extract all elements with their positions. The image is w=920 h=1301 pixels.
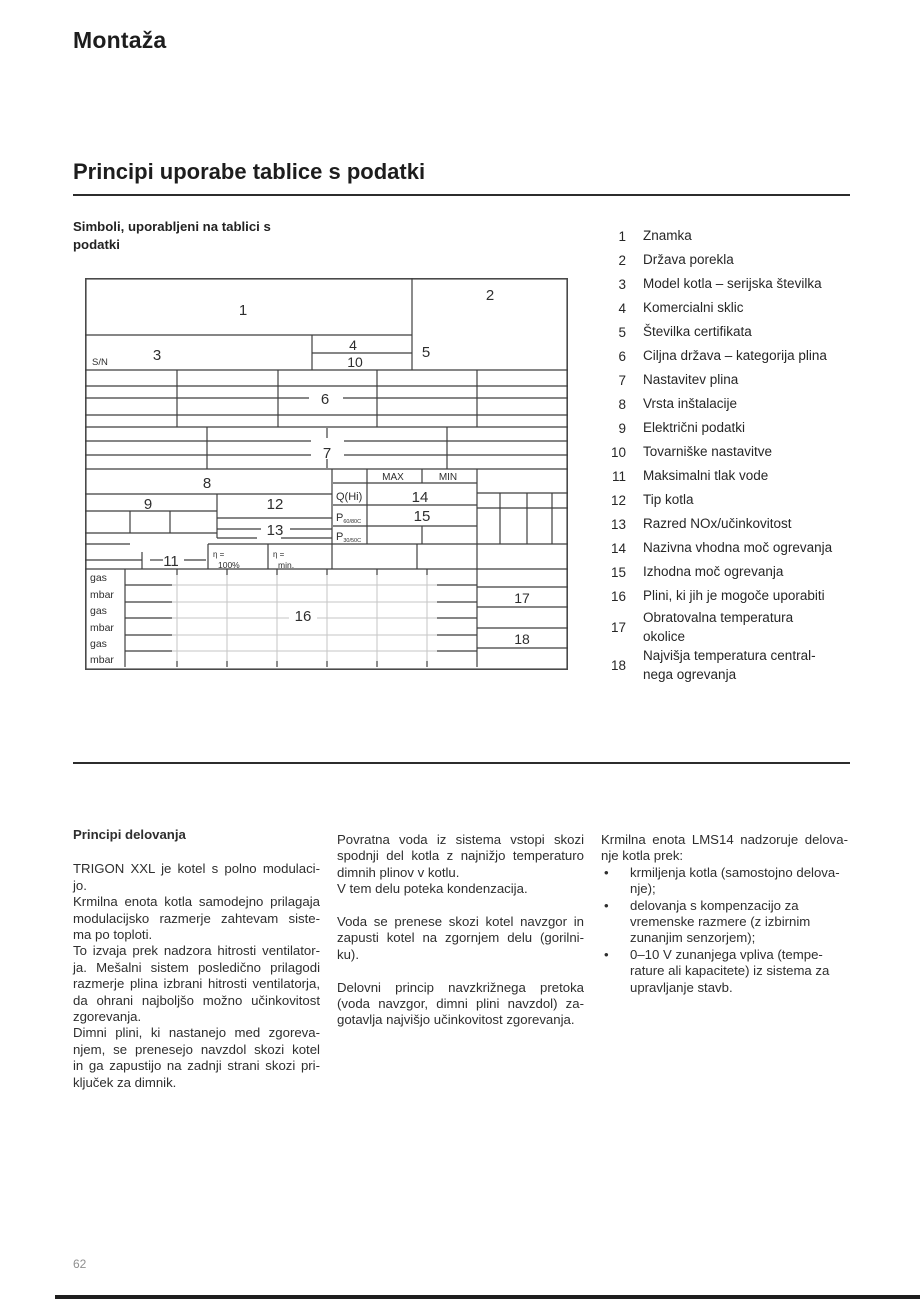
text-line: jo. — [73, 877, 87, 893]
plate-label-7: 7 — [322, 445, 332, 462]
legend-number: 15 — [610, 564, 626, 580]
mbar-row-label: mbar — [90, 589, 114, 601]
plate-labels — [90, 287, 530, 666]
plate-label-5: 5 — [421, 344, 431, 361]
legend-number: 13 — [610, 516, 626, 532]
p6080-subscript: 60/80C — [343, 519, 362, 525]
legend-item — [600, 248, 900, 272]
bullet-item — [601, 865, 848, 898]
paragraph — [337, 832, 584, 881]
plate-label-18: 18 — [514, 631, 530, 647]
text-line: rature ali kapacitete) iz sistema za — [630, 963, 830, 979]
legend-item — [600, 224, 900, 248]
text-line: V tem delu poteka kondenzacija. — [337, 881, 528, 897]
legend-item — [600, 416, 900, 440]
text-line: (voda navzgor, dimni plini navzdol) za- — [337, 996, 584, 1012]
column-middle-text — [337, 827, 584, 1029]
legend-item — [600, 536, 900, 560]
text-line: spodnji del kotla z najnižjo temperaturo — [337, 848, 584, 864]
legend-number: 9 — [618, 420, 626, 436]
plate-label-8: 8 — [202, 475, 212, 492]
plate-label-4: 4 — [349, 337, 357, 353]
text-line: dimnih plinov v kotlu. — [337, 864, 460, 880]
text-line: krmiljenja kotla (samostojno delova- — [630, 864, 840, 880]
text-line: nje kotla prek: — [601, 848, 684, 864]
eta-min-value: min. — [278, 560, 295, 570]
mbar-row-label: mbar — [90, 622, 114, 634]
legend-item — [600, 368, 900, 392]
paragraph — [73, 943, 320, 1025]
paragraph — [73, 1025, 320, 1091]
legend-item — [600, 344, 900, 368]
text-line: zgorevanja. — [73, 1009, 142, 1025]
bullet-item — [601, 947, 848, 996]
legend-item — [600, 392, 900, 416]
legend-number: 12 — [610, 492, 626, 508]
eta-min-symbol: η = — [273, 550, 285, 559]
plate-label-15: 15 — [413, 508, 431, 525]
legend-label: Plini, ki jih je mogoče uporabiti — [643, 588, 825, 603]
text-line: delovanja s kompenzacijo za — [630, 897, 799, 913]
plate-label-13: 13 — [266, 522, 284, 539]
plate-label-3: 3 — [152, 347, 162, 364]
text-line: Dimni plini, ki nastanejo med zgoreva- — [73, 1025, 320, 1041]
legend-label: Nazivna vhodna moč ogrevanja — [643, 540, 833, 555]
plate-label-17: 17 — [514, 590, 530, 606]
legend-item — [600, 296, 900, 320]
legend-number: 5 — [618, 324, 626, 340]
text-line: ku). — [337, 946, 359, 962]
legend-label: Obratovalna temperatura okolice — [643, 610, 794, 644]
plate-label-16: 16 — [294, 608, 312, 625]
text-line: da ohrani najboljšo možno učinkovitost — [73, 992, 320, 1008]
legend-item — [600, 512, 900, 536]
legend-label: Država porekla — [643, 252, 734, 267]
legend-item — [600, 608, 900, 646]
plate-label-14: 14 — [411, 489, 429, 506]
eta-100-symbol: η = — [213, 550, 225, 559]
plate-label-11: 11 — [163, 553, 179, 570]
p-symbol: P — [336, 531, 344, 543]
bullet-marker: • — [604, 864, 609, 880]
text-line: Povratna voda iz sistema vstopi skozi — [337, 832, 584, 847]
legend-number: 14 — [610, 540, 626, 556]
text-line: ključek za dimnik. — [73, 1074, 177, 1090]
column-lms14-text — [601, 827, 848, 996]
legend-label: Razred NOx/učinkovitost — [643, 516, 792, 531]
gas-row-label: gas — [90, 572, 107, 584]
legend-number: 17 — [610, 619, 626, 635]
legend-label: Najvišja temperatura central- nega ogrevanja — [643, 648, 816, 682]
paragraph — [73, 861, 320, 894]
paragraph — [73, 894, 320, 943]
plate-label-max: MAX — [382, 472, 404, 483]
p3050-subscript: 30/50C — [343, 538, 362, 544]
paragraph — [337, 881, 584, 897]
legend-number: 11 — [611, 468, 626, 484]
paragraph — [601, 832, 848, 865]
legend-label: Maksimalni tlak vode — [643, 468, 769, 483]
column-heading: Principi delovanja — [73, 827, 186, 842]
text-line: 0–10 V zunanjega vpliva (tempe- — [630, 946, 823, 962]
legend-label: Nastavitev plina — [643, 372, 739, 387]
diagram-subheading: Simboli, uporabljeni na tablici s podatki — [73, 219, 271, 252]
mbar-row-label: mbar — [90, 654, 114, 666]
data-plate-diagram — [85, 278, 568, 670]
section-rule — [73, 194, 850, 196]
legend-label: Znamka — [643, 228, 692, 243]
legend-number: 16 — [610, 588, 626, 604]
section-title: Principi uporabe tablice s podatki — [73, 159, 426, 184]
legend-number: 1 — [618, 228, 626, 244]
plate-label-qhi: Q(Hi) — [336, 491, 363, 503]
legend-number: 18 — [610, 657, 626, 673]
legend-label: Električni podatki — [643, 420, 746, 435]
legend-item — [600, 488, 900, 512]
legend-label: Tip kotla — [643, 492, 694, 507]
text-line: modulacijsko razmerje zahtevam siste- — [73, 910, 320, 926]
legend-item — [600, 272, 900, 296]
gas-row-label: gas — [90, 605, 107, 617]
text-line: zapusti kotel na zgornjem delu (gorilni- — [337, 930, 584, 946]
legend-number: 10 — [610, 444, 626, 460]
text-line: upravljanje stavb. — [630, 979, 733, 995]
legend-number: 8 — [618, 396, 626, 412]
text-line: razmerje plina izbrani hitrosti ventilatorja, — [73, 976, 320, 992]
legend-number: 6 — [618, 348, 626, 364]
text-line: Voda se prenese skozi kotel navzgor in — [337, 914, 584, 930]
paragraph — [337, 914, 584, 963]
text-line: ma po toploti. — [73, 927, 153, 943]
legend-label: Ciljna država – kategorija plina — [643, 348, 827, 363]
text-line: Krmilna enota kotla samodejno prilagaja — [73, 894, 320, 910]
bullet-item — [601, 898, 848, 947]
plate-label-9: 9 — [143, 496, 153, 513]
plate-label-10: 10 — [347, 354, 363, 370]
text-line: To izvaja prek nadzora hitrosti ventilator- — [73, 943, 320, 959]
legend-label: Komercialni sklic — [643, 300, 744, 315]
legend-item — [600, 320, 900, 344]
gas-row-label: gas — [90, 638, 107, 650]
plate-label-2: 2 — [485, 287, 495, 304]
text-line: nje); — [630, 881, 656, 897]
plate-label-p3050 — [336, 531, 361, 544]
legend-item — [600, 584, 900, 608]
legend-item — [600, 464, 900, 488]
legend-label: Številka certifikata — [643, 324, 752, 339]
legend-label: Tovarniške nastavitve — [643, 444, 773, 459]
page-title: Montaža — [73, 27, 167, 53]
bullet-marker: • — [604, 897, 609, 913]
plate-label-p6080 — [336, 512, 361, 525]
paragraph — [337, 980, 584, 1029]
legend-label: Izhodna moč ogrevanja — [643, 564, 784, 579]
section-divider-rule — [73, 762, 850, 764]
legend-item — [600, 646, 900, 684]
text-line: vremenske razmere (z izbirnim — [630, 914, 811, 930]
legend-number: 4 — [618, 300, 626, 316]
eta-100-value: 100% — [218, 560, 240, 570]
legend-number: 2 — [618, 252, 626, 268]
legend-item — [600, 440, 900, 464]
text-line: in ga zapustijo na zadnji strani skozi pri- — [73, 1058, 320, 1074]
legend-number: 3 — [618, 276, 626, 292]
column-principi-delovanja — [73, 827, 320, 1091]
text-line: TRIGON XXL je kotel s polno modulaci- — [73, 861, 320, 877]
legend-item — [600, 560, 900, 584]
legend-number: 7 — [618, 372, 626, 388]
legend-label: Vrsta inštalacije — [643, 396, 738, 411]
text-line: Krmilna enota LMS14 nadzoruje delova- — [601, 832, 848, 847]
legend-label: Model kotla – serijska številka — [643, 276, 822, 291]
plate-label-6: 6 — [320, 391, 330, 408]
text-line: ja. Mešalni sistem posledično prilagodi — [73, 959, 320, 975]
text-line: zunanjim senzorjem); — [630, 930, 756, 946]
page-number: 62 — [73, 1257, 87, 1271]
text-line: njem, se prenesejo navzdol skozi kotel — [73, 1041, 320, 1057]
plate-label-1: 1 — [238, 302, 248, 319]
next-page-edge — [55, 1295, 920, 1299]
bullet-marker: • — [604, 946, 609, 962]
legend-list — [600, 224, 900, 684]
text-line: gotavlja najvišjo učinkovitost zgorevanja. — [337, 1012, 575, 1028]
text-line: Delovni princip navzkrižnega pretoka — [337, 979, 584, 995]
p-symbol: P — [336, 512, 344, 524]
plate-label-12: 12 — [266, 496, 284, 513]
plate-label-sn: S/N — [92, 357, 108, 368]
plate-label-min: MIN — [438, 472, 458, 483]
